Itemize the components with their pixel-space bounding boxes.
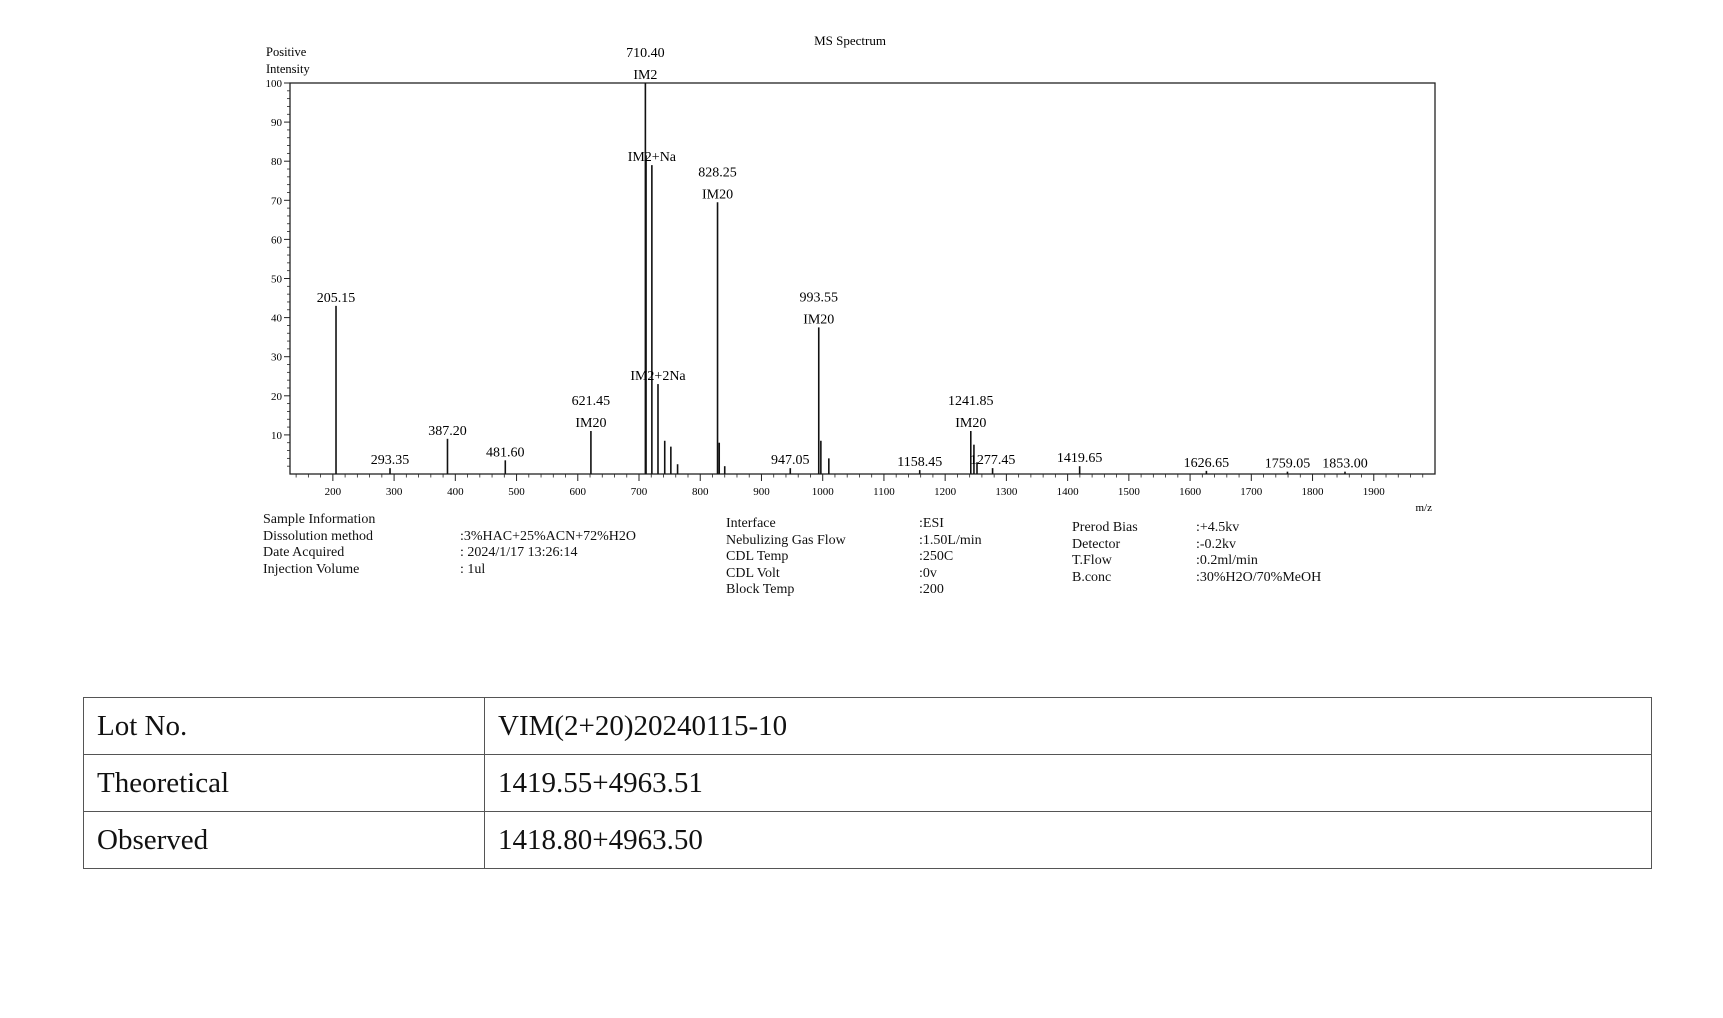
x-tick-label: 800 — [691, 486, 709, 498]
sample-info-row — [263, 529, 636, 546]
instrument-info-label: Nebulizing Gas Flow — [726, 532, 846, 548]
instrument-info-value: :ESI — [919, 516, 944, 531]
x-tick-label: 900 — [753, 486, 770, 498]
peak-mz-label: 828.25 — [698, 165, 737, 181]
y-tick-label: 40 — [271, 312, 282, 325]
y-tick-label: 80 — [271, 156, 282, 169]
x-tick-label: 300 — [385, 486, 403, 498]
y-tick-label: 10 — [271, 429, 282, 442]
instrument-info-row — [726, 549, 982, 566]
sample-info-value: : 1ul — [460, 561, 486, 577]
detector-info-value: :-0.2kv — [1196, 536, 1237, 552]
sample-info-value: : 2024/1/17 13:26:14 — [460, 545, 578, 560]
detector-info-label: B.conc — [1072, 569, 1112, 585]
sample-info-row — [263, 512, 636, 529]
lot-label: Lot No. — [84, 698, 485, 755]
x-tick-label: 1500 — [1117, 486, 1140, 498]
observed-value: 1418.80+4963.50 — [485, 812, 1652, 869]
y-tick-label: 60 — [271, 234, 282, 247]
detector-info-row — [1072, 553, 1321, 570]
spectrum-peaks — [336, 83, 1345, 474]
instrument-info-value: :250C — [919, 549, 954, 564]
sample-info-label: Sample Information — [263, 512, 376, 527]
sample-info-row — [263, 545, 636, 562]
peak-ion-label: IM20 — [803, 312, 835, 328]
sample-info-label: Injection Volume — [263, 561, 360, 577]
instrument-info-label: Interface — [726, 516, 776, 531]
instrument-info-label: Block Temp — [726, 582, 795, 597]
detector-info-value: :0.2ml/min — [1196, 553, 1258, 568]
instrument-info-label: CDL Temp — [726, 549, 789, 564]
sample-info-label: Date Acquired — [263, 545, 345, 560]
peak-mz-label: 1626.65 — [1183, 455, 1230, 471]
detector-info-row — [1072, 520, 1321, 537]
y-tick-label: 30 — [271, 351, 282, 364]
y-tick-label: 20 — [271, 390, 282, 403]
peak-ion-label: IM20 — [955, 415, 987, 431]
x-tick-label: 1300 — [995, 486, 1018, 498]
peak-mz-label: 1241.85 — [948, 393, 994, 409]
x-tick-label: 200 — [324, 486, 342, 498]
x-tick-label: 700 — [630, 486, 648, 498]
y-tick-label: 50 — [271, 273, 282, 286]
y-tick-label: 90 — [271, 117, 282, 130]
detector-info-label: Prerod Bias — [1072, 520, 1138, 535]
chart-title: MS Spectrum — [814, 33, 886, 48]
instrument-info-row — [726, 533, 982, 550]
x-tick-label: 1700 — [1240, 486, 1263, 498]
sample-info-label: Dissolution method — [263, 528, 374, 544]
instrument-info-value: :200 — [919, 582, 944, 597]
x-tick-label: 1900 — [1362, 486, 1385, 498]
sample-info-value: :3%HAC+25%ACN+72%H2O — [460, 528, 637, 544]
x-axis-label: m/z — [1415, 502, 1432, 514]
y-tick-label: 70 — [271, 195, 282, 208]
theoretical-value: 1419.55+4963.51 — [485, 755, 1652, 812]
detector-info-value: :30%H2O/70%MeOH — [1196, 569, 1322, 585]
instrument-info-row — [726, 516, 982, 533]
x-tick-label: 1000 — [811, 486, 834, 498]
y-axis-label — [266, 45, 310, 76]
x-tick-label: 1800 — [1301, 486, 1324, 498]
detector-info-row — [1072, 537, 1321, 554]
instrument-info-row — [726, 582, 982, 599]
peak-mz-label: 481.60 — [486, 445, 525, 461]
peak-ion-label: IM2+Na — [627, 150, 677, 166]
lot-value: VIM(2+20)20240115-10 — [485, 698, 1652, 755]
peak-mz-label: 993.55 — [799, 290, 839, 306]
x-tick-label: 1600 — [1179, 486, 1202, 498]
result-table — [83, 697, 1652, 869]
instrument-info-right — [1072, 520, 1321, 586]
y-axis — [266, 78, 291, 466]
instrument-info-value: :0v — [919, 565, 937, 581]
x-tick-label: 400 — [447, 486, 464, 498]
peak-mz-label: 1158.45 — [897, 455, 943, 471]
theoretical-label: Theoretical — [84, 755, 485, 812]
instrument-info-row — [726, 566, 982, 583]
instrument-info-middle — [726, 516, 982, 599]
y-tick-label: 100 — [265, 78, 282, 90]
detector-info-label: T.Flow — [1072, 553, 1112, 568]
observed-label: Observed — [84, 812, 485, 869]
y-axis-label-line-2: Intensity — [266, 62, 310, 76]
peak-mz-label: 1277.45 — [969, 453, 1016, 469]
x-tick-label: 1200 — [934, 486, 957, 498]
table-row-lot — [84, 698, 1652, 755]
table-row-observed — [84, 812, 1652, 869]
peak-ion-label: IM20 — [701, 187, 734, 203]
x-axis — [296, 474, 1423, 498]
peak-mz-label: 387.20 — [428, 423, 467, 439]
peak-mz-label: 947.05 — [771, 453, 810, 469]
peak-mz-label: 293.35 — [370, 453, 410, 469]
plot-frame — [290, 83, 1435, 474]
peak-ion-label: IM2 — [633, 68, 658, 83]
peak-mz-label: 710.40 — [626, 46, 665, 61]
x-tick-label: 500 — [508, 486, 525, 498]
x-tick-label: 1400 — [1056, 486, 1079, 498]
x-tick-label: 1100 — [873, 486, 895, 498]
peak-mz-label: 621.45 — [571, 393, 611, 409]
detector-info-value: :+4.5kv — [1196, 520, 1240, 535]
table-row-theoretical — [84, 755, 1652, 812]
peak-mz-label: 1419.65 — [1056, 451, 1103, 467]
instrument-info-label: CDL Volt — [726, 565, 780, 581]
instrument-info-value: :1.50L/min — [919, 532, 982, 548]
peak-annotations — [317, 46, 1368, 472]
sample-info-row — [263, 562, 636, 579]
sample-info-left — [263, 512, 636, 578]
detector-info-label: Detector — [1072, 536, 1121, 552]
y-axis-label-line-1: Positive — [266, 45, 307, 59]
detector-info-row — [1072, 570, 1321, 587]
peak-mz-label: 205.15 — [316, 290, 356, 306]
peak-mz-label: 1853.00 — [1322, 456, 1368, 472]
peak-ion-label: IM20 — [575, 415, 607, 431]
x-tick-label: 600 — [569, 486, 587, 498]
peak-mz-label: 1759.05 — [1264, 456, 1311, 472]
peak-ion-label: IM2+2Na — [630, 369, 686, 385]
